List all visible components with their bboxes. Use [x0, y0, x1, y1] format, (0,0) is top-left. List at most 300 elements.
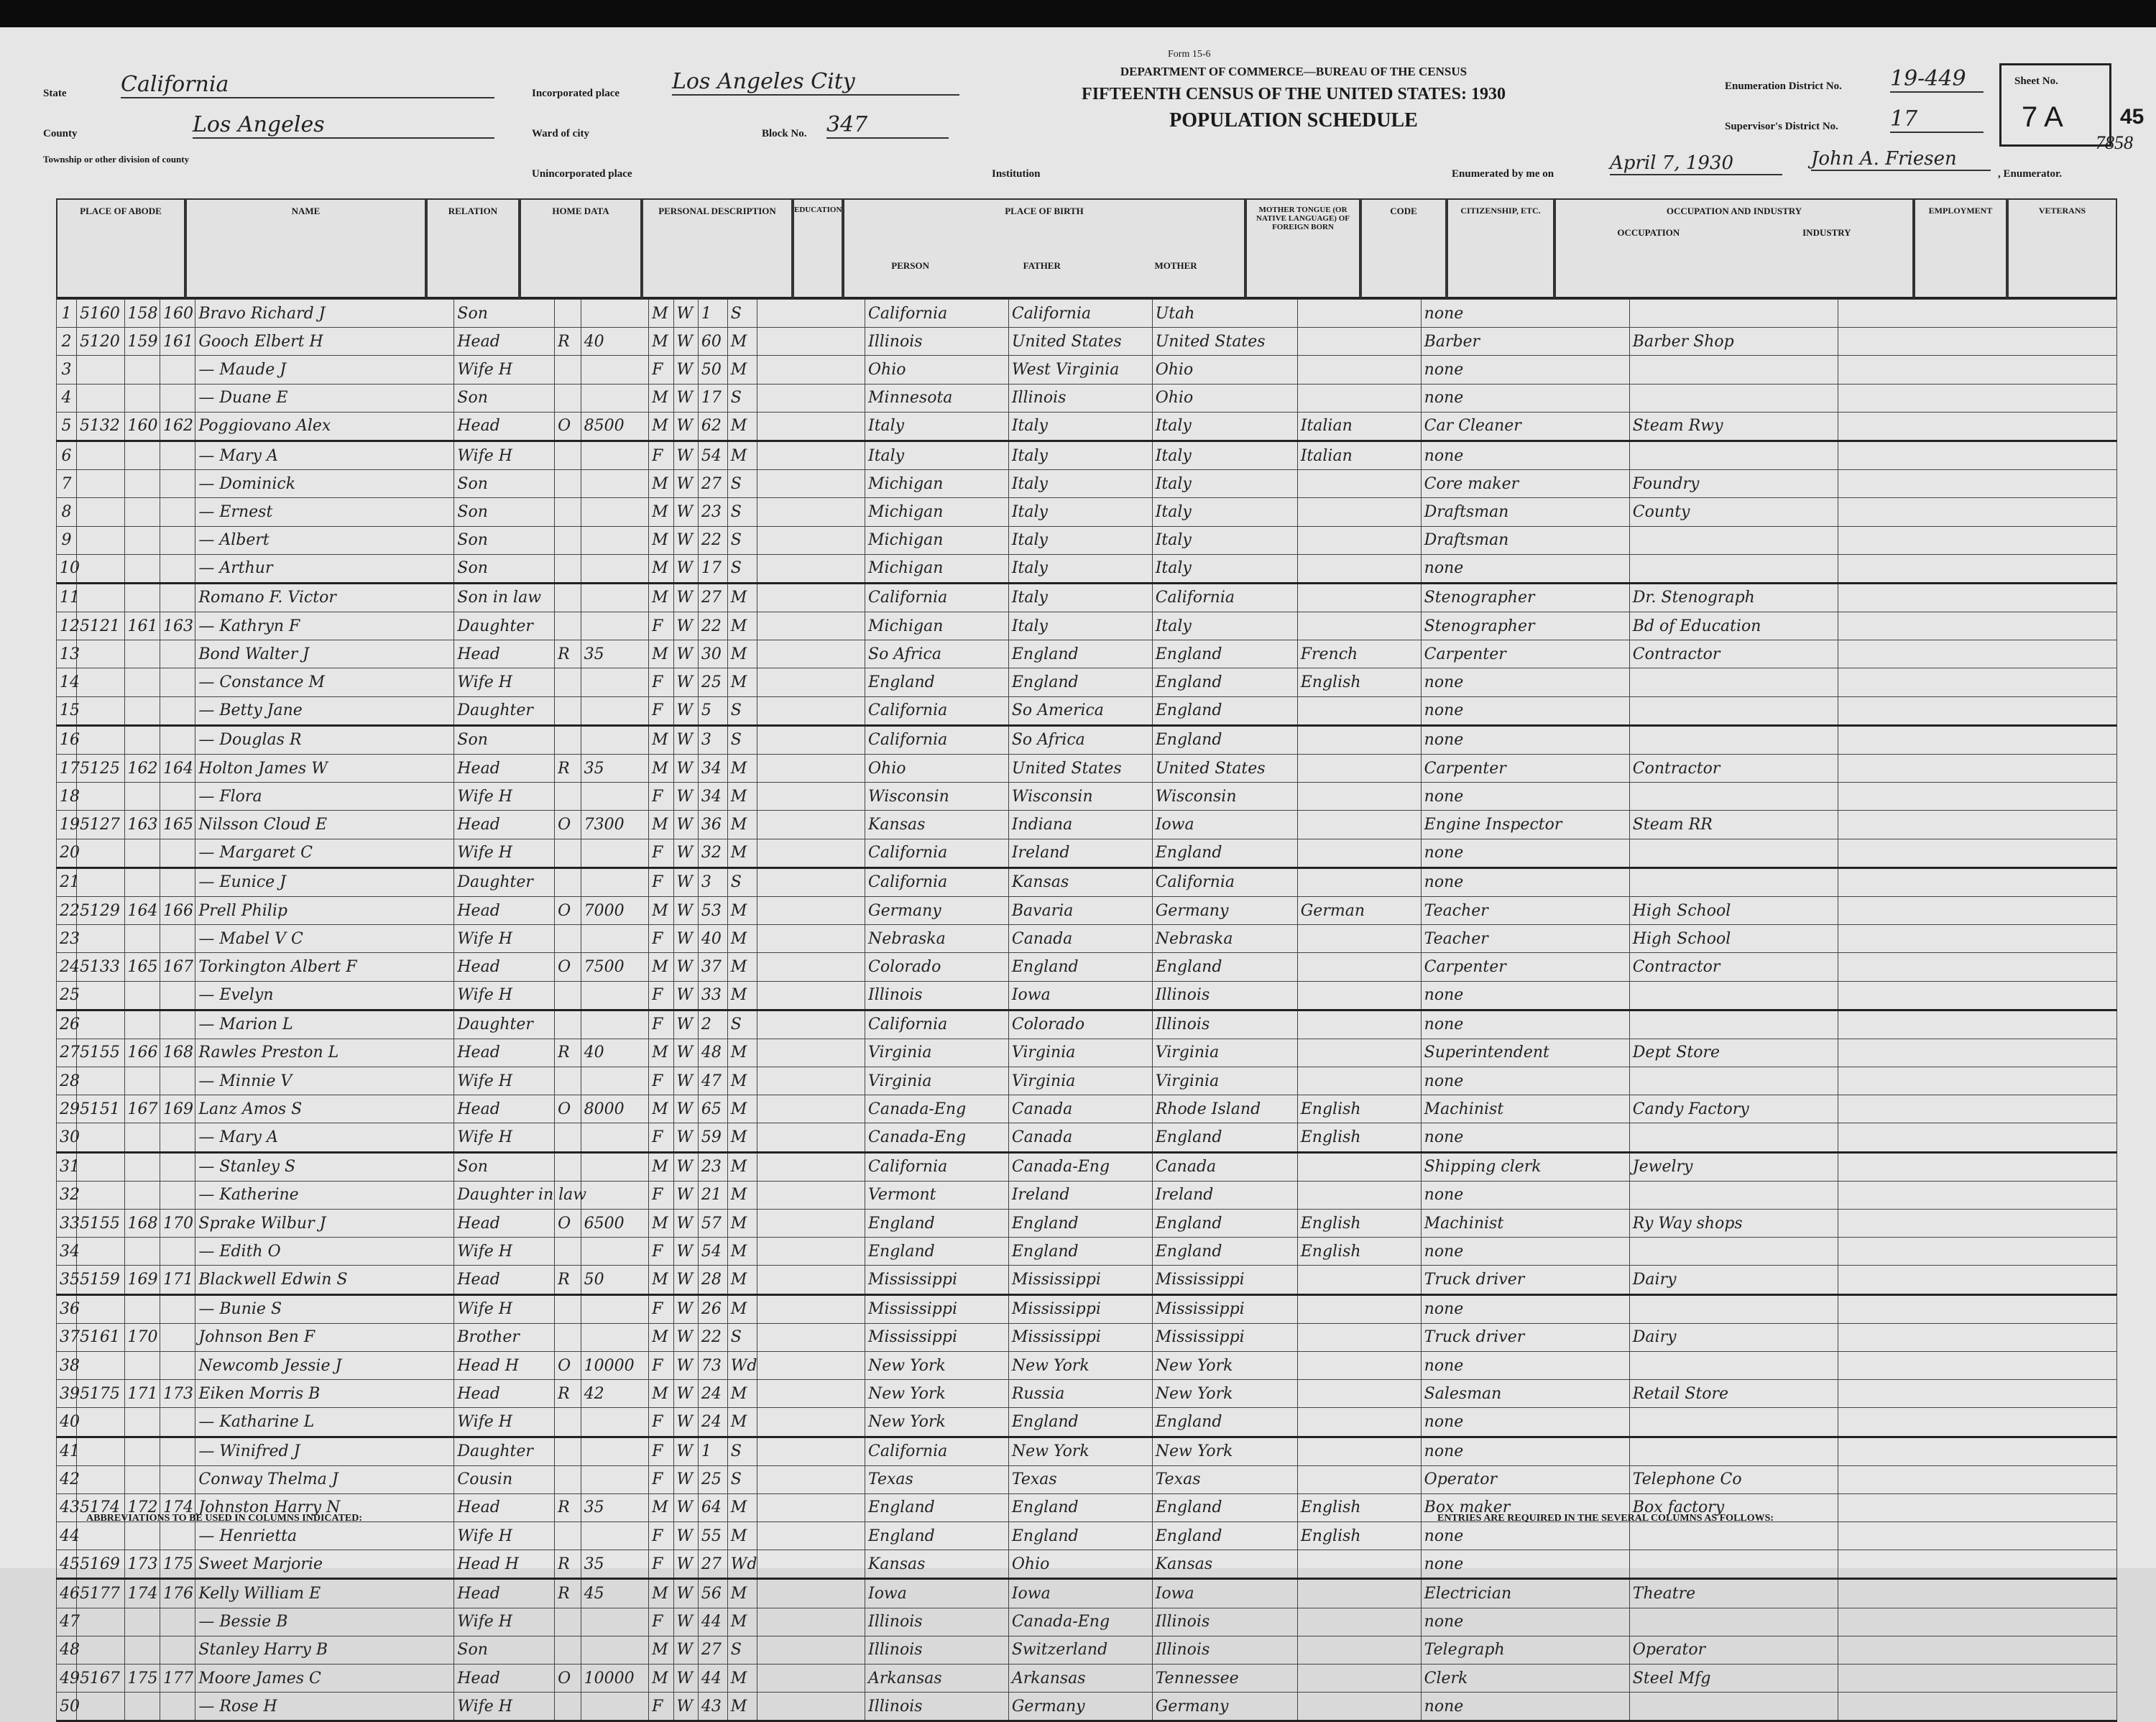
cell-mpob: Canada [1152, 1152, 1297, 1181]
cell-occ: Electrician [1421, 1579, 1629, 1608]
cell-n: 45 [57, 1550, 77, 1579]
cell-name: — Katherine [195, 1181, 454, 1209]
cell-val [581, 470, 649, 498]
cell-dw [124, 1693, 160, 1721]
cell-ind: Steam Rwy [1629, 412, 1838, 441]
cell-occ: Teacher [1421, 925, 1629, 953]
cell-street [76, 925, 124, 953]
cell-own: R [555, 1493, 581, 1521]
table-row [57, 1608, 2117, 1636]
cell-name: — Kathryn F [195, 612, 454, 640]
cell-age: 30 [698, 640, 727, 668]
blank-cell [757, 1465, 865, 1493]
cell-street [76, 498, 124, 526]
blank-cell [1838, 1238, 2116, 1266]
cell-pob: Illinois [865, 1636, 1009, 1664]
cell-rel: Daughter [454, 696, 555, 725]
cell-dw [124, 1465, 160, 1493]
cell-age: 57 [698, 1210, 727, 1238]
cell-tongue [1297, 1693, 1421, 1721]
cell-fam [160, 640, 195, 668]
cell-mpob: Illinois [1152, 1636, 1297, 1664]
blank-cell [757, 668, 865, 696]
cell-street [76, 356, 124, 384]
cell-occ: none [1421, 1067, 1629, 1095]
cell-mpob: Italy [1152, 412, 1297, 441]
cell-street [76, 384, 124, 412]
cell-street [76, 1636, 124, 1664]
cell-tongue [1297, 1665, 1421, 1693]
cell-mpob: England [1152, 1123, 1297, 1152]
cell-street [76, 1152, 124, 1181]
ed-label: Enumeration District No. [1725, 80, 1842, 92]
blank-cell [1838, 755, 2116, 783]
cell-pob: New York [865, 1380, 1009, 1408]
cell-fam [160, 1010, 195, 1039]
blank-cell [1838, 583, 2116, 612]
cell-val [581, 925, 649, 953]
cell-rel: Daughter [454, 1010, 555, 1039]
blank-cell [1838, 1636, 2116, 1664]
cell-val [581, 1693, 649, 1721]
cell-age: 34 [698, 783, 727, 811]
cell-pob: Kansas [865, 1550, 1009, 1579]
cell-name: Kelly William E [195, 1579, 454, 1608]
cell-age: 50 [698, 356, 727, 384]
cell-fam [160, 725, 195, 754]
cell-rel: Wife H [454, 839, 555, 867]
cell-ind: Dept Store [1629, 1039, 1838, 1067]
cell-race: W [673, 384, 698, 412]
cell-pob: California [865, 867, 1009, 896]
cell-age: 44 [698, 1608, 727, 1636]
cell-ind: Dairy [1629, 1266, 1838, 1294]
cell-street [76, 839, 124, 867]
col-personal: PERSONAL DESCRIPTION [642, 198, 793, 299]
cell-ms: M [727, 1693, 757, 1721]
blank-cell [757, 583, 865, 612]
cell-own [555, 981, 581, 1010]
cell-ind: Contractor [1629, 755, 1838, 783]
cell-name: — Flora [195, 783, 454, 811]
cell-tongue: English [1297, 1522, 1421, 1550]
cell-val [581, 1323, 649, 1351]
table-row [57, 1210, 2117, 1238]
cell-n: 38 [57, 1351, 77, 1379]
page-number: 45 [2120, 105, 2145, 129]
cell-sex: F [649, 1693, 673, 1721]
cell-occ: Teacher [1421, 896, 1629, 924]
scan-edge [0, 0, 2156, 27]
blank-cell [1838, 526, 2116, 554]
cell-pob: California [865, 1010, 1009, 1039]
cell-occ: none [1421, 384, 1629, 412]
cell-val [581, 1181, 649, 1209]
cell-ind [1629, 1550, 1838, 1579]
cell-race: W [673, 755, 698, 783]
cell-val: 35 [581, 640, 649, 668]
cell-street: 5167 [76, 1665, 124, 1693]
cell-dw: 159 [124, 328, 160, 356]
blank-cell [757, 498, 865, 526]
cell-street [76, 1123, 124, 1152]
cell-rel: Head [454, 1493, 555, 1521]
cell-pob: Virginia [865, 1039, 1009, 1067]
cell-fam [160, 1465, 195, 1493]
cell-age: 26 [698, 1294, 727, 1323]
cell-val [581, 384, 649, 412]
cell-tongue [1297, 925, 1421, 953]
cell-own [555, 1323, 581, 1351]
cell-ms: M [727, 1123, 757, 1152]
cell-age: 24 [698, 1408, 727, 1437]
cell-race: W [673, 925, 698, 953]
cell-age: 25 [698, 1465, 727, 1493]
table-row [57, 1693, 2117, 1721]
cell-ms: Wd [727, 1351, 757, 1379]
cell-n: 29 [57, 1095, 77, 1123]
cell-rel: Son [454, 498, 555, 526]
col-education: EDUCATION [793, 198, 843, 299]
cell-dw [124, 640, 160, 668]
cell-ms: M [727, 441, 757, 469]
cell-ms: M [727, 896, 757, 924]
cell-val [581, 1437, 649, 1465]
blank-cell [757, 1152, 865, 1181]
pob-father: FATHER [1023, 260, 1061, 271]
cell-age: 3 [698, 867, 727, 896]
cell-sex: F [649, 1010, 673, 1039]
cell-street: 5127 [76, 811, 124, 839]
cell-val [581, 668, 649, 696]
cell-ms: M [727, 1380, 757, 1408]
cell-own: R [555, 1550, 581, 1579]
cell-age: 33 [698, 981, 727, 1010]
cell-mpob: Ireland [1152, 1181, 1297, 1209]
cell-val: 10000 [581, 1351, 649, 1379]
cell-street [76, 867, 124, 896]
cell-ms: M [727, 1579, 757, 1608]
cell-dw: 173 [124, 1550, 160, 1579]
cell-race: W [673, 583, 698, 612]
cell-ms: S [727, 526, 757, 554]
cell-n: 2 [57, 328, 77, 356]
cell-fam [160, 696, 195, 725]
cell-street [76, 1408, 124, 1437]
cell-ind: Contractor [1629, 640, 1838, 668]
cell-name: Bond Walter J [195, 640, 454, 668]
cell-street [76, 696, 124, 725]
blank-cell [1838, 1522, 2116, 1550]
table-row [57, 612, 2117, 640]
cell-n: 22 [57, 896, 77, 924]
cell-race: W [673, 1380, 698, 1408]
cell-tongue [1297, 1266, 1421, 1294]
cell-street [76, 783, 124, 811]
cell-name: — Maude J [195, 356, 454, 384]
cell-age: 64 [698, 1493, 727, 1521]
cell-race: W [673, 1210, 698, 1238]
cell-rel: Cousin [454, 1465, 555, 1493]
cell-own [555, 583, 581, 612]
cell-race: W [673, 441, 698, 469]
cell-sex: M [649, 554, 673, 583]
cell-fam: 165 [160, 811, 195, 839]
cell-own: R [555, 1380, 581, 1408]
cell-street: 5169 [76, 1550, 124, 1579]
table-row [57, 668, 2117, 696]
cell-n: 16 [57, 725, 77, 754]
cell-ms: M [727, 1408, 757, 1437]
cell-dw [124, 867, 160, 896]
cell-name: — Henrietta [195, 1522, 454, 1550]
blank-cell [757, 470, 865, 498]
cell-own [555, 1238, 581, 1266]
cell-n: 24 [57, 953, 77, 981]
cell-rel: Son [454, 384, 555, 412]
cell-ind: Theatre [1629, 1579, 1838, 1608]
cell-mpob: Mississippi [1152, 1266, 1297, 1294]
cell-dw [124, 725, 160, 754]
cell-ind [1629, 1693, 1838, 1721]
cell-dw [124, 384, 160, 412]
cell-tongue [1297, 554, 1421, 583]
cell-n: 28 [57, 1067, 77, 1095]
cell-name: — Rose H [195, 1693, 454, 1721]
incorporated-label: Incorporated place [532, 88, 620, 99]
cell-fpob: New York [1008, 1351, 1152, 1379]
cell-fpob: Iowa [1008, 1579, 1152, 1608]
cell-age: 73 [698, 1351, 727, 1379]
cell-ind [1629, 668, 1838, 696]
cell-sex: M [649, 755, 673, 783]
cell-ind: Contractor [1629, 953, 1838, 981]
cell-rel: Son [454, 526, 555, 554]
cell-age: 17 [698, 554, 727, 583]
cell-name: Nilsson Cloud E [195, 811, 454, 839]
stamped-number: 7858 [2096, 132, 2133, 153]
cell-dw [124, 1636, 160, 1664]
cell-fpob: England [1008, 1238, 1152, 1266]
cell-fam [160, 583, 195, 612]
col-code: CODE [1360, 198, 1447, 299]
cell-rel: Wife H [454, 981, 555, 1010]
cell-fam: 167 [160, 953, 195, 981]
cell-age: 21 [698, 1181, 727, 1209]
cell-tongue [1297, 1010, 1421, 1039]
blank-cell [757, 1294, 865, 1323]
cell-mpob: California [1152, 867, 1297, 896]
cell-age: 27 [698, 583, 727, 612]
cell-race: W [673, 981, 698, 1010]
cell-age: 22 [698, 526, 727, 554]
cell-mpob: Illinois [1152, 1608, 1297, 1636]
cell-fpob: Virginia [1008, 1067, 1152, 1095]
cell-pob: California [865, 583, 1009, 612]
cell-occ: none [1421, 1437, 1629, 1465]
cell-val [581, 583, 649, 612]
cell-own: R [555, 640, 581, 668]
census-title: FIFTEENTH CENSUS OF THE UNITED STATES: 1930 [1082, 85, 1506, 103]
table-row [57, 725, 2117, 754]
cell-occ: none [1421, 1351, 1629, 1379]
cell-name: Eiken Morris B [195, 1380, 454, 1408]
cell-age: 32 [698, 839, 727, 867]
cell-race: W [673, 1095, 698, 1123]
cell-fpob: Mississippi [1008, 1266, 1152, 1294]
table-row [57, 696, 2117, 725]
enumerated-label: Enumerated by me on [1452, 168, 1554, 180]
blank-cell [757, 1067, 865, 1095]
blank-cell [1838, 1579, 2116, 1608]
cell-pob: California [865, 839, 1009, 867]
cell-own [555, 1152, 581, 1181]
cell-occ: Carpenter [1421, 953, 1629, 981]
cell-tongue [1297, 1152, 1421, 1181]
cell-street [76, 1294, 124, 1323]
cell-n: 7 [57, 470, 77, 498]
cell-age: 53 [698, 896, 727, 924]
cell-n: 3 [57, 356, 77, 384]
cell-race: W [673, 1493, 698, 1521]
cell-mpob: Iowa [1152, 811, 1297, 839]
blank-cell [1838, 896, 2116, 924]
blank-cell [757, 867, 865, 896]
cell-name: — Douglas R [195, 725, 454, 754]
blank-cell [757, 1380, 865, 1408]
cell-dw [124, 1181, 160, 1209]
cell-fam: 171 [160, 1266, 195, 1294]
cell-age: 5 [698, 696, 727, 725]
cell-pob: Canada-Eng [865, 1123, 1009, 1152]
cell-ind: Telephone Co [1629, 1465, 1838, 1493]
cell-rel: Wife H [454, 925, 555, 953]
cell-ms: M [727, 1665, 757, 1693]
cell-fpob: Virginia [1008, 1039, 1152, 1067]
cell-fam: 174 [160, 1493, 195, 1521]
cell-mpob: Italy [1152, 526, 1297, 554]
cell-occ: Truck driver [1421, 1323, 1629, 1351]
cell-fpob: Ireland [1008, 1181, 1152, 1209]
cell-sex: F [649, 1294, 673, 1323]
blank-cell [757, 755, 865, 783]
table-row [57, 1323, 2117, 1351]
cell-mpob: Germany [1152, 1693, 1297, 1721]
cell-ms: M [727, 953, 757, 981]
cell-rel: Wife H [454, 783, 555, 811]
blank-cell [757, 896, 865, 924]
cell-pob: Iowa [865, 1579, 1009, 1608]
cell-n: 14 [57, 668, 77, 696]
col-place-of-birth [843, 198, 1245, 299]
cell-own [555, 1522, 581, 1550]
cell-pob: Michigan [865, 612, 1009, 640]
unincorporated-label: Unincorporated place [532, 168, 632, 180]
cell-pob: England [865, 1522, 1009, 1550]
cell-val [581, 1636, 649, 1664]
table-row [57, 1408, 2117, 1437]
cell-race: W [673, 554, 698, 583]
table-row [57, 1181, 2117, 1209]
state-value: California [121, 72, 494, 98]
cell-rel: Head H [454, 1351, 555, 1379]
blank-cell [1838, 668, 2116, 696]
cell-sex: M [649, 1579, 673, 1608]
cell-val [581, 1408, 649, 1437]
cell-street [76, 470, 124, 498]
cell-pob: Italy [865, 412, 1009, 441]
blank-cell [1838, 1010, 2116, 1039]
blank-cell [757, 1010, 865, 1039]
cell-street [76, 441, 124, 469]
cell-fam [160, 526, 195, 554]
cell-mpob: England [1152, 953, 1297, 981]
blank-cell [1838, 1380, 2116, 1408]
cell-pob: England [865, 668, 1009, 696]
cell-name: — Marion L [195, 1010, 454, 1039]
cell-ms: M [727, 981, 757, 1010]
cell-occ: Carpenter [1421, 640, 1629, 668]
cell-race: W [673, 1522, 698, 1550]
cell-pob: Wisconsin [865, 783, 1009, 811]
cell-fam [160, 1693, 195, 1721]
blank-cell [757, 725, 865, 754]
cell-pob: Vermont [865, 1181, 1009, 1209]
ed-value: 19-449 [1890, 66, 1984, 93]
cell-tongue [1297, 1579, 1421, 1608]
cell-dw: 162 [124, 755, 160, 783]
table-row [57, 867, 2117, 896]
cell-pob: Mississippi [865, 1323, 1009, 1351]
cell-age: 43 [698, 1693, 727, 1721]
schedule-title: POPULATION SCHEDULE [1169, 109, 1418, 132]
cell-ms: M [727, 1039, 757, 1067]
cell-age: 25 [698, 668, 727, 696]
department-line: DEPARTMENT OF COMMERCE—BUREAU OF THE CENSUS [1120, 65, 1468, 78]
cell-sex: M [649, 526, 673, 554]
cell-ms: S [727, 384, 757, 412]
cell-street [76, 1010, 124, 1039]
cell-pob: Mississippi [865, 1294, 1009, 1323]
cell-race: W [673, 896, 698, 924]
blank-cell [1838, 328, 2116, 356]
cell-race: W [673, 1608, 698, 1636]
cell-rel: Wife H [454, 1238, 555, 1266]
cell-pob: England [865, 1493, 1009, 1521]
cell-pob: Illinois [865, 981, 1009, 1010]
blank-cell [757, 384, 865, 412]
cell-ms: M [727, 1067, 757, 1095]
cell-pob: Colorado [865, 953, 1009, 981]
cell-sex: F [649, 981, 673, 1010]
cell-fam [160, 867, 195, 896]
sheet-value: 7 A [2022, 101, 2063, 133]
cell-mpob: Iowa [1152, 1579, 1297, 1608]
blank-cell [1838, 412, 2116, 441]
blank-cell [757, 1095, 865, 1123]
cell-sex: F [649, 696, 673, 725]
cell-n: 42 [57, 1465, 77, 1493]
cell-val [581, 1608, 649, 1636]
cell-rel: Head H [454, 1550, 555, 1579]
cell-sex: F [649, 668, 673, 696]
cell-rel: Wife H [454, 1123, 555, 1152]
cell-n: 32 [57, 1181, 77, 1209]
cell-n: 15 [57, 696, 77, 725]
col-name: NAME [185, 198, 426, 299]
cell-race: W [673, 725, 698, 754]
population-table [56, 299, 2117, 1722]
